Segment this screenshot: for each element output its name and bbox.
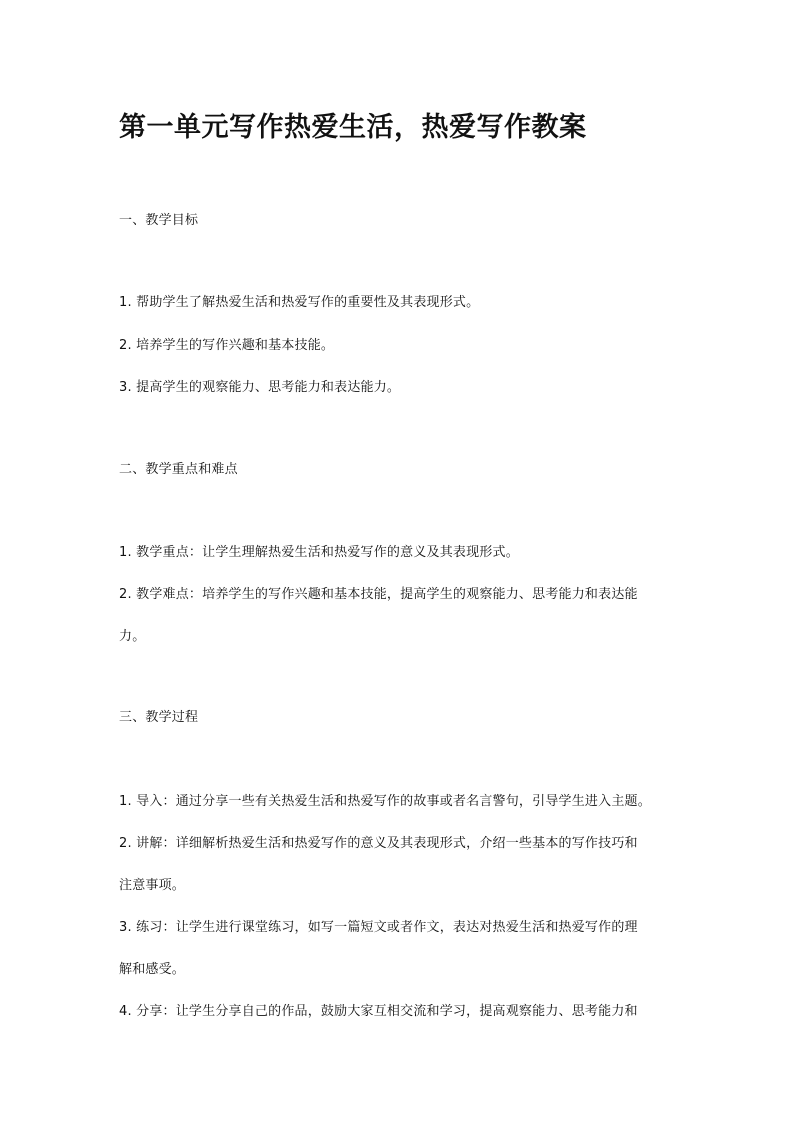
process-item-2: 2. 讲解：详细解析热爱生活和热爱写作的意义及其表现形式，介绍一些基本的写作技巧和 — [119, 836, 638, 851]
document-title: 第一单元写作热爱生活，热爱写作教案 — [119, 112, 587, 143]
key-point-item-2: 2. 教学难点：培养学生的写作兴趣和基本技能，提高学生的观察能力、思考能力和表达能 — [119, 587, 638, 602]
section-heading-objectives: 一、教学目标 — [119, 213, 199, 228]
section-heading-process: 三、教学过程 — [119, 710, 199, 725]
objective-item-1: 1. 帮助学生了解热爱生活和热爱写作的重要性及其表现形式。 — [119, 295, 480, 310]
process-item-4: 4. 分享：让学生分享自己的作品，鼓励大家互相交流和学习，提高观察能力、思考能力和 — [119, 1004, 638, 1019]
process-item-2-continued: 注意事项。 — [119, 878, 186, 893]
process-item-1: 1. 导入：通过分享一些有关热爱生活和热爱写作的故事或者名言警句，引导学生进入主题。 — [119, 794, 651, 809]
section-heading-key-points: 二、教学重点和难点 — [119, 462, 238, 477]
objective-item-2: 2. 培养学生的写作兴趣和基本技能。 — [119, 338, 335, 353]
key-point-item-1: 1. 教学重点：让学生理解热爱生活和热爱写作的意义及其表现形式。 — [119, 545, 519, 560]
objective-item-3: 3. 提高学生的观察能力、思考能力和表达能力。 — [119, 380, 401, 395]
key-point-item-2-continued: 力。 — [119, 629, 146, 644]
process-item-3: 3. 练习：让学生进行课堂练习，如写一篇短文或者作文，表达对热爱生活和热爱写作的理 — [119, 920, 638, 935]
process-item-3-continued: 解和感受。 — [119, 962, 186, 977]
